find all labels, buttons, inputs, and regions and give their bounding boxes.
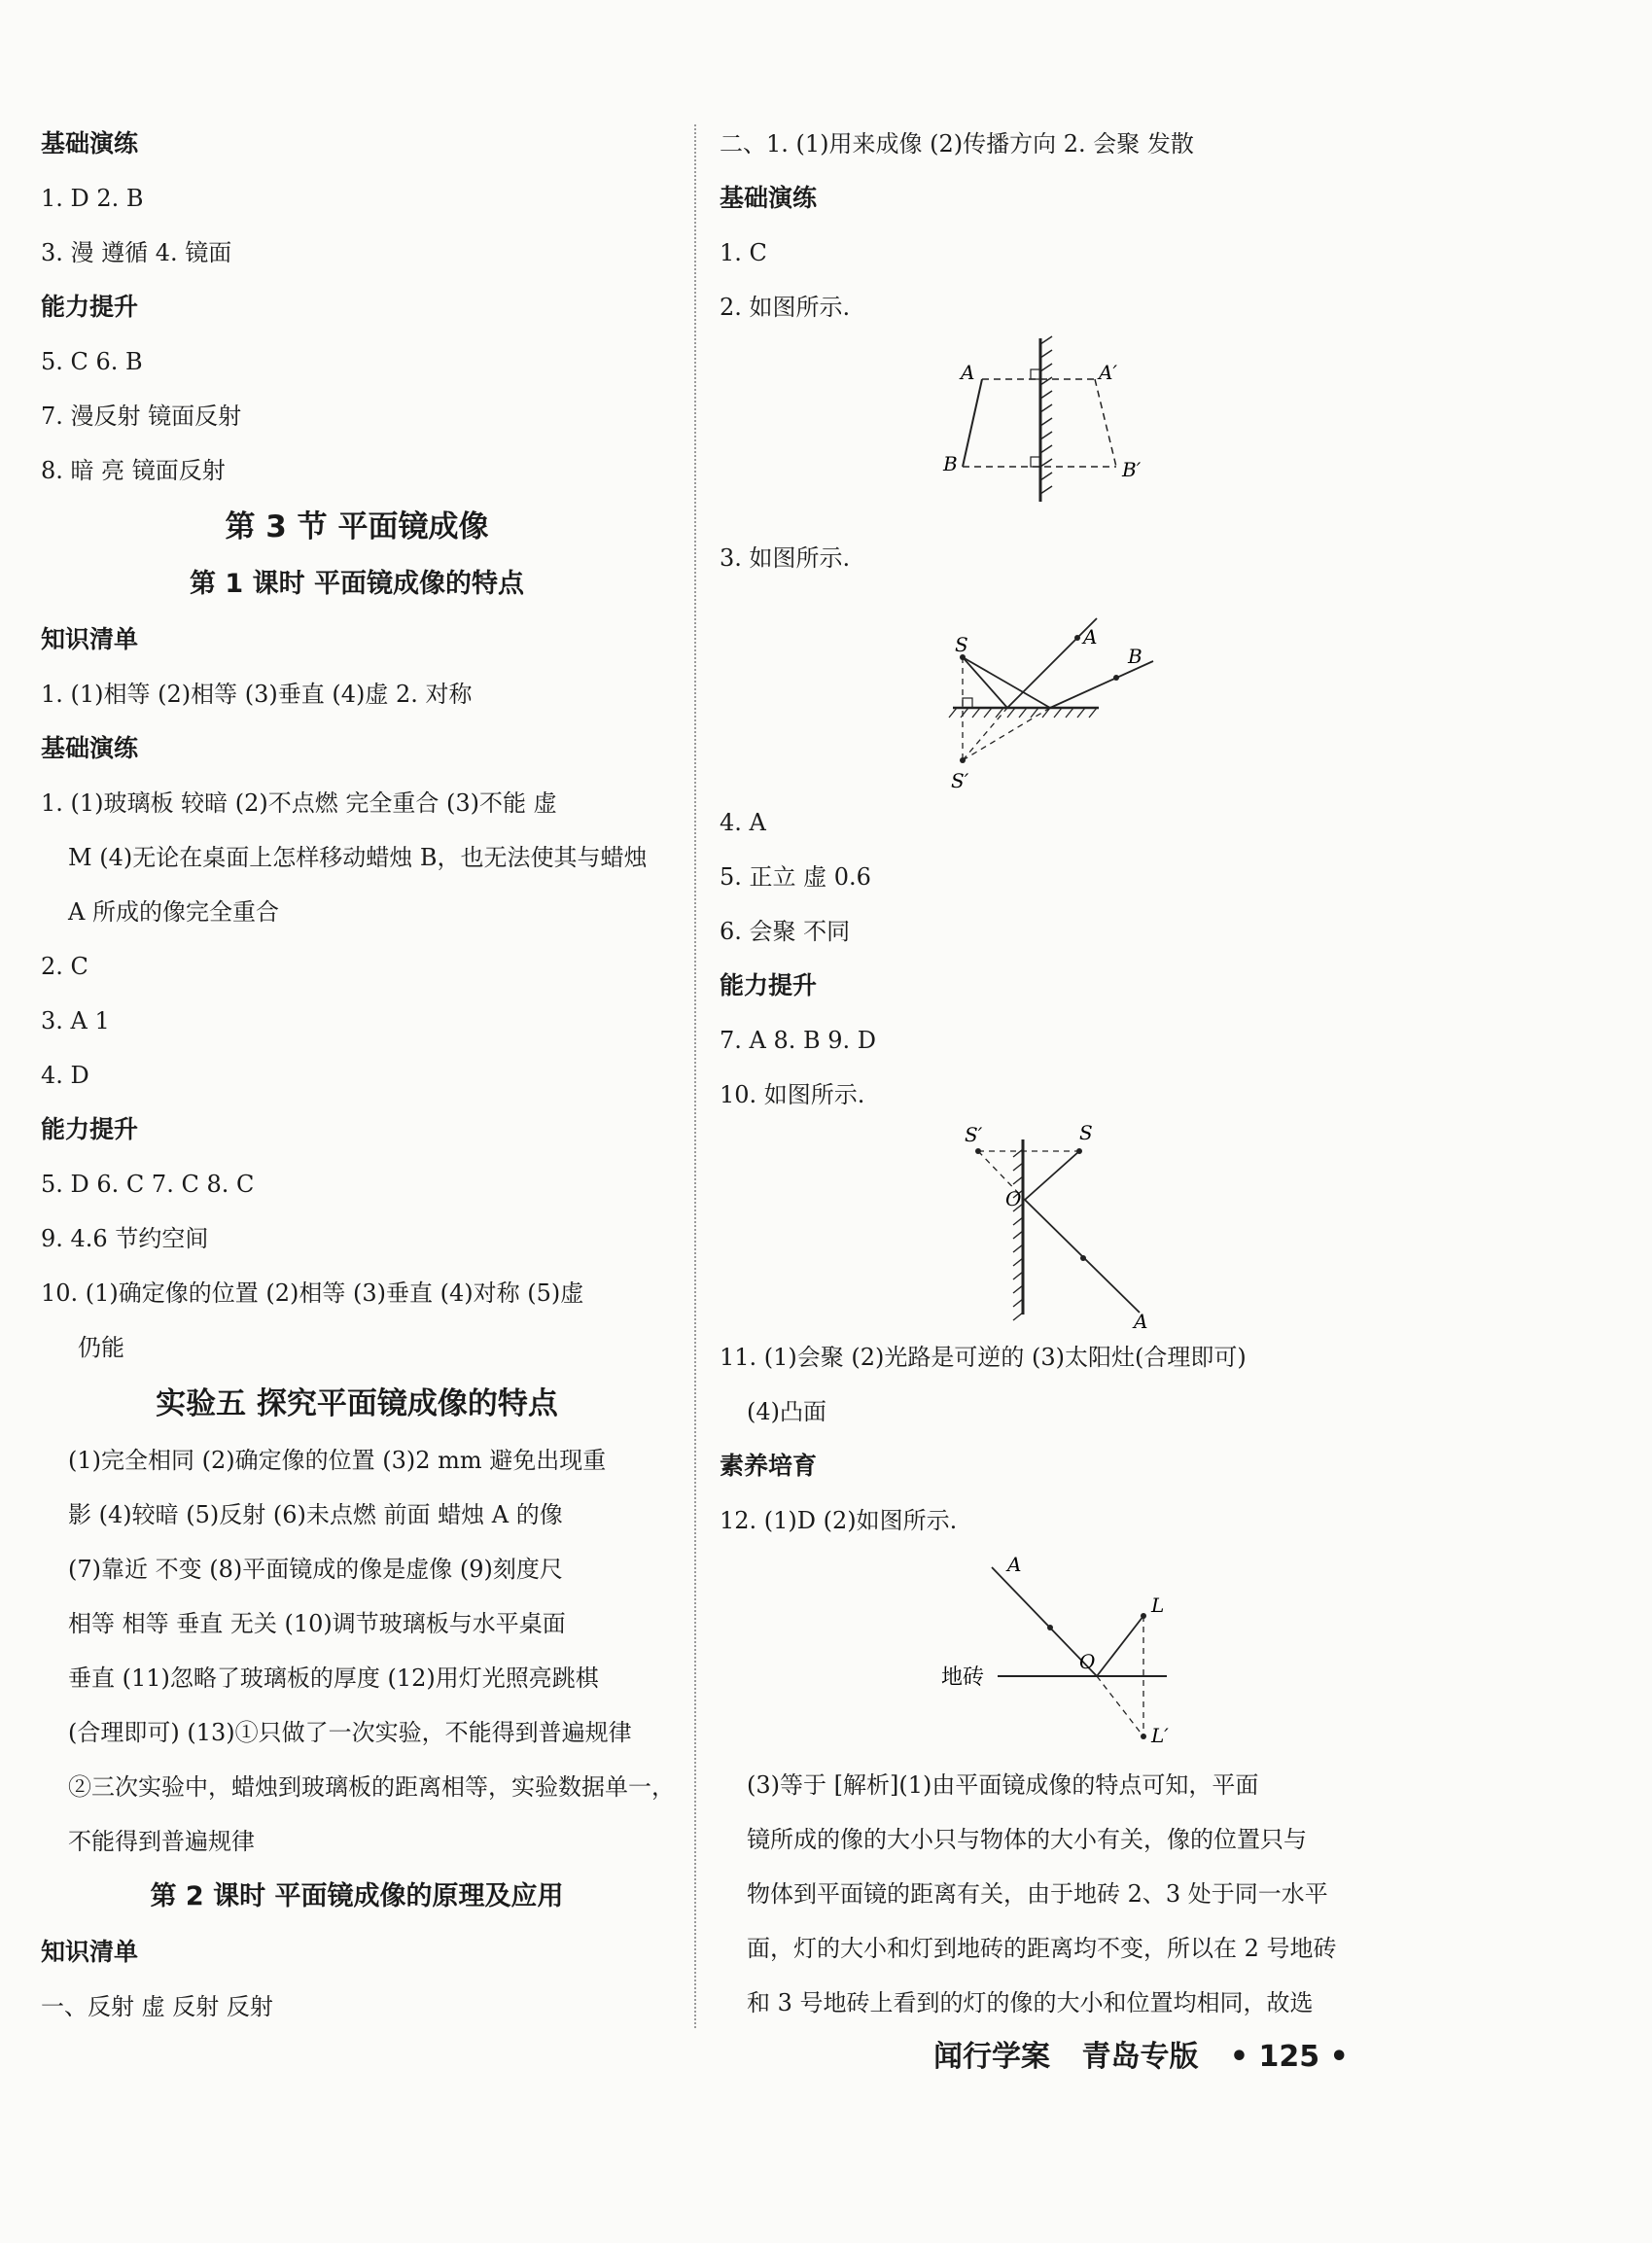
answer-line: 9. 4.6 节约空间 xyxy=(41,1225,209,1252)
answer-line: 1. C xyxy=(720,239,767,266)
label-O: O xyxy=(1079,1650,1096,1673)
answer-line: 3. 如图所示. xyxy=(720,544,851,572)
answer-line: 不能得到普遍规律 xyxy=(68,1828,255,1855)
label-B: B xyxy=(943,452,958,475)
answer-line: (1)完全相同 (2)确定像的位置 (3)2 mm 避免出现重 xyxy=(68,1447,607,1474)
answer-line: (3)等于 [解析](1)由平面镜成像的特点可知，平面 xyxy=(747,1771,1259,1799)
answer-line: 3. 漫 遵循 4. 镜面 xyxy=(41,239,232,266)
answer-line: 4. A xyxy=(720,809,766,836)
answer-line: 面，灯的大小和灯到地砖的距离均不变，所以在 2 号地砖 xyxy=(747,1935,1337,1962)
answer-line: 影 (4)较暗 (5)反射 (6)未点燃 前面 蜡烛 A 的像 xyxy=(68,1501,563,1528)
label-O: O xyxy=(1005,1187,1022,1210)
answer-line: 镜所成的像的大小只与物体的大小有关，像的位置只与 xyxy=(747,1826,1307,1853)
label-B: B xyxy=(1128,645,1142,668)
answer-line: 2. 如图所示. xyxy=(720,294,851,321)
figure-q10-svg xyxy=(720,1122,1371,1330)
figure-q12-floor-tile xyxy=(720,1548,1371,1758)
label-S: S xyxy=(1079,1122,1093,1144)
figure-q2-mirror-image xyxy=(720,334,1371,531)
heading-knowledge: 知识清单 xyxy=(41,1938,139,1966)
answer-line: 5. C 6. B xyxy=(41,348,143,375)
label-S-prime: S′ xyxy=(951,769,969,792)
answer-line: 1. D 2. B xyxy=(41,185,144,212)
lesson-title: 第 2 课时 平面镜成像的原理及应用 xyxy=(150,1881,564,1911)
answer-line: 10. (1)确定像的位置 (2)相等 (3)垂直 (4)对称 (5)虚 xyxy=(41,1279,584,1307)
label-B-prime: B′ xyxy=(1122,458,1142,481)
page-number: • 125 • xyxy=(1229,2040,1349,2074)
answer-line: 1. (1)玻璃板 较暗 (2)不点燃 完全重合 (3)不能 虚 xyxy=(41,789,557,817)
heading-basic-practice: 基础演练 xyxy=(41,129,139,158)
left-column xyxy=(41,117,673,2034)
heading-ability: 能力提升 xyxy=(41,1115,139,1143)
answer-line: 相等 相等 垂直 无关 (10)调节玻璃板与水平桌面 xyxy=(68,1610,566,1637)
heading-ability: 能力提升 xyxy=(41,293,139,321)
figure-q3-reflection xyxy=(720,585,1371,795)
answer-line: 一、反射 虚 反射 反射 xyxy=(41,1993,273,2020)
answer-line: 仍能 xyxy=(78,1334,124,1361)
answer-line: M (4)无论在桌面上怎样移动蜡烛 B，也无法使其与蜡烛 xyxy=(68,844,648,871)
edition-name: 青岛专版 xyxy=(1081,2040,1199,2074)
label-S-prime: S′ xyxy=(965,1123,983,1146)
answer-line: 5. 正立 虚 0.6 xyxy=(720,863,871,891)
figure-q2-svg xyxy=(720,334,1371,531)
right-column xyxy=(720,117,1371,2030)
figure-q12-svg xyxy=(720,1548,1371,1758)
figure-q10-reflection xyxy=(720,1122,1371,1330)
answer-line: 7. A 8. B 9. D xyxy=(720,1027,877,1054)
answer-line: (7)靠近 不变 (8)平面镜成的像是虚像 (9)刻度尺 xyxy=(68,1556,563,1583)
answer-line: 4. D xyxy=(41,1062,89,1089)
answer-line: 和 3 号地砖上看到的灯的像的大小和位置均相同，故选 xyxy=(747,1989,1314,2016)
label-A: A xyxy=(1083,625,1098,648)
answer-line: 10. 如图所示. xyxy=(720,1081,865,1108)
answer-line: 物体到平面镜的距离有关，由于地砖 2、3 处于同一水平 xyxy=(747,1880,1328,1908)
answer-line: 3. A 1 xyxy=(41,1007,110,1034)
label-A-prime: A′ xyxy=(1099,361,1117,384)
heading-ability: 能力提升 xyxy=(720,971,818,999)
label-A: A xyxy=(961,361,975,384)
answer-line: 7. 漫反射 镜面反射 xyxy=(41,403,242,430)
label-S: S xyxy=(955,633,968,656)
label-A: A xyxy=(1134,1310,1148,1330)
answer-line: 二、1. (1)用来成像 (2)传播方向 2. 会聚 发散 xyxy=(720,130,1194,158)
page-footer xyxy=(933,2030,1370,2085)
answer-line: (4)凸面 xyxy=(747,1398,826,1425)
heading-basic-practice: 基础演练 xyxy=(720,184,818,212)
figure-q3-svg xyxy=(720,585,1371,795)
answer-line: 5. D 6. C 7. C 8. C xyxy=(41,1171,255,1198)
label-L: L xyxy=(1151,1594,1165,1617)
answer-line: 6. 会聚 不同 xyxy=(720,918,851,945)
answer-line: A 所成的像完全重合 xyxy=(68,898,279,926)
experiment-title: 实验五 探究平面镜成像的特点 xyxy=(156,1386,558,1421)
answer-line: 8. 暗 亮 镜面反射 xyxy=(41,457,226,484)
heading-literacy: 素养培育 xyxy=(720,1452,818,1480)
label-A: A xyxy=(1007,1553,1022,1576)
column-divider xyxy=(694,124,696,2028)
brand-name: 闻行学案 xyxy=(933,2040,1050,2074)
answer-line: 2. C xyxy=(41,953,88,980)
answer-line: (合理即可) (13)①只做了一次实验，不能得到普遍规律 xyxy=(68,1719,632,1746)
heading-knowledge: 知识清单 xyxy=(41,625,139,653)
answer-line: 12. (1)D (2)如图所示. xyxy=(720,1507,958,1534)
lesson-title: 第 1 课时 平面镜成像的特点 xyxy=(190,569,524,599)
label-L-prime: L′ xyxy=(1151,1724,1169,1747)
heading-basic-practice: 基础演练 xyxy=(41,734,139,762)
answer-line: 11. (1)会聚 (2)光路是可逆的 (3)太阳灶(合理即可) xyxy=(720,1344,1247,1371)
label-floor-tile: 地砖 xyxy=(941,1665,985,1690)
answer-line: ②三次实验中，蜡烛到玻璃板的距离相等，实验数据单一， xyxy=(68,1773,675,1801)
section-title: 第 3 节 平面镜成像 xyxy=(225,509,489,544)
answer-line: 1. (1)相等 (2)相等 (3)垂直 (4)虚 2. 对称 xyxy=(41,681,473,708)
answer-line: 垂直 (11)忽略了玻璃板的厚度 (12)用灯光照亮跳棋 xyxy=(68,1665,599,1692)
